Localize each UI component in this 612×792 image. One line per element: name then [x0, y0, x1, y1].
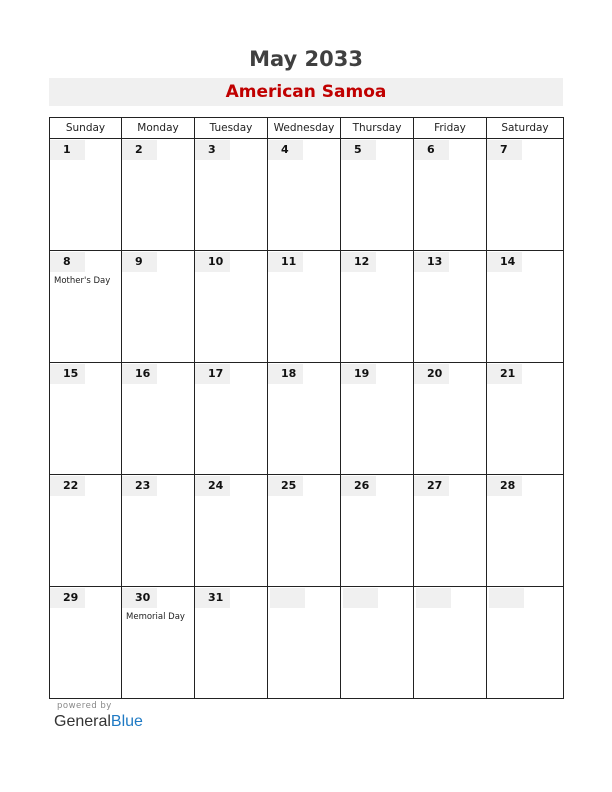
- day-number: 3: [195, 140, 230, 160]
- day-cell: [414, 587, 487, 699]
- day-cell: [487, 251, 564, 363]
- holiday-label: Mother's Day: [54, 276, 111, 286]
- day-number: 24: [195, 476, 230, 496]
- day-cell: [487, 363, 564, 475]
- day-cell: [268, 475, 341, 587]
- day-number-empty: [343, 588, 378, 608]
- week-row: [50, 475, 564, 587]
- day-number: 29: [50, 588, 85, 608]
- day-cell: [122, 251, 195, 363]
- day-cell: [487, 475, 564, 587]
- day-number: 30: [122, 588, 157, 608]
- day-cell: [195, 587, 268, 699]
- day-cell: [195, 251, 268, 363]
- weekday-wednesday: Wednesday: [268, 118, 341, 139]
- day-number: 12: [341, 252, 376, 272]
- day-cell: [487, 587, 564, 699]
- day-number: 16: [122, 364, 157, 384]
- day-number: 19: [341, 364, 376, 384]
- day-number: 20: [414, 364, 449, 384]
- day-number: 26: [341, 476, 376, 496]
- day-number: 15: [50, 364, 85, 384]
- day-number: 1: [50, 140, 85, 160]
- day-cell: [414, 251, 487, 363]
- day-cell: [268, 363, 341, 475]
- day-cell: [414, 139, 487, 251]
- day-cell: [122, 363, 195, 475]
- day-number: 21: [487, 364, 522, 384]
- day-cell: [50, 475, 122, 587]
- day-cell: [341, 587, 414, 699]
- week-row: [50, 363, 564, 475]
- day-number-empty: [489, 588, 524, 608]
- weekday-saturday: Saturday: [487, 118, 564, 139]
- day-number: 18: [268, 364, 303, 384]
- weekday-monday: Monday: [122, 118, 195, 139]
- day-cell: [268, 251, 341, 363]
- day-number: 23: [122, 476, 157, 496]
- weekday-tuesday: Tuesday: [195, 118, 268, 139]
- day-number: 9: [122, 252, 157, 272]
- brand-logo-general: General: [54, 713, 111, 730]
- holiday-label: Memorial Day: [126, 612, 185, 622]
- day-cell: [268, 139, 341, 251]
- day-cell: [50, 587, 122, 699]
- day-cell: [50, 139, 122, 251]
- day-cell: [268, 587, 341, 699]
- weekday-friday: Friday: [414, 118, 487, 139]
- powered-by-text: powered by: [57, 701, 112, 711]
- day-cell: [414, 363, 487, 475]
- day-number-empty: [270, 588, 305, 608]
- day-number: 27: [414, 476, 449, 496]
- day-number: 4: [268, 140, 303, 160]
- day-number: 31: [195, 588, 230, 608]
- day-number: 2: [122, 140, 157, 160]
- week-row: [50, 251, 564, 363]
- day-cell: [414, 475, 487, 587]
- day-number: 25: [268, 476, 303, 496]
- calendar-title: May 2033: [249, 47, 363, 71]
- calendar-grid: [49, 117, 564, 699]
- day-number: 5: [341, 140, 376, 160]
- day-number: 13: [414, 252, 449, 272]
- weekday-header-row: [50, 118, 564, 139]
- day-number: 11: [268, 252, 303, 272]
- day-number: 10: [195, 252, 230, 272]
- day-cell: [487, 139, 564, 251]
- region-banner: [49, 78, 563, 106]
- day-cell: [195, 139, 268, 251]
- day-cell: [122, 139, 195, 251]
- day-cell: [50, 363, 122, 475]
- day-number: 7: [487, 140, 522, 160]
- week-row: [50, 587, 564, 699]
- day-number: 22: [50, 476, 85, 496]
- day-number-empty: [416, 588, 451, 608]
- day-number: 17: [195, 364, 230, 384]
- day-cell: [122, 587, 195, 699]
- brand-logo[interactable]: [54, 713, 143, 731]
- day-cell: [195, 363, 268, 475]
- region-name: American Samoa: [225, 82, 387, 102]
- week-row: [50, 139, 564, 251]
- day-cell: [341, 475, 414, 587]
- weekday-thursday: Thursday: [341, 118, 414, 139]
- day-cell: [341, 139, 414, 251]
- day-cell: [341, 363, 414, 475]
- brand-logo-blue: Blue: [110, 713, 143, 730]
- day-cell: [341, 251, 414, 363]
- weekday-sunday: Sunday: [50, 118, 122, 139]
- day-cell: [50, 251, 122, 363]
- day-cell: [195, 475, 268, 587]
- day-cell: [122, 475, 195, 587]
- day-number: 6: [414, 140, 449, 160]
- day-number: 28: [487, 476, 522, 496]
- day-number: 14: [487, 252, 522, 272]
- day-number: 8: [50, 252, 85, 272]
